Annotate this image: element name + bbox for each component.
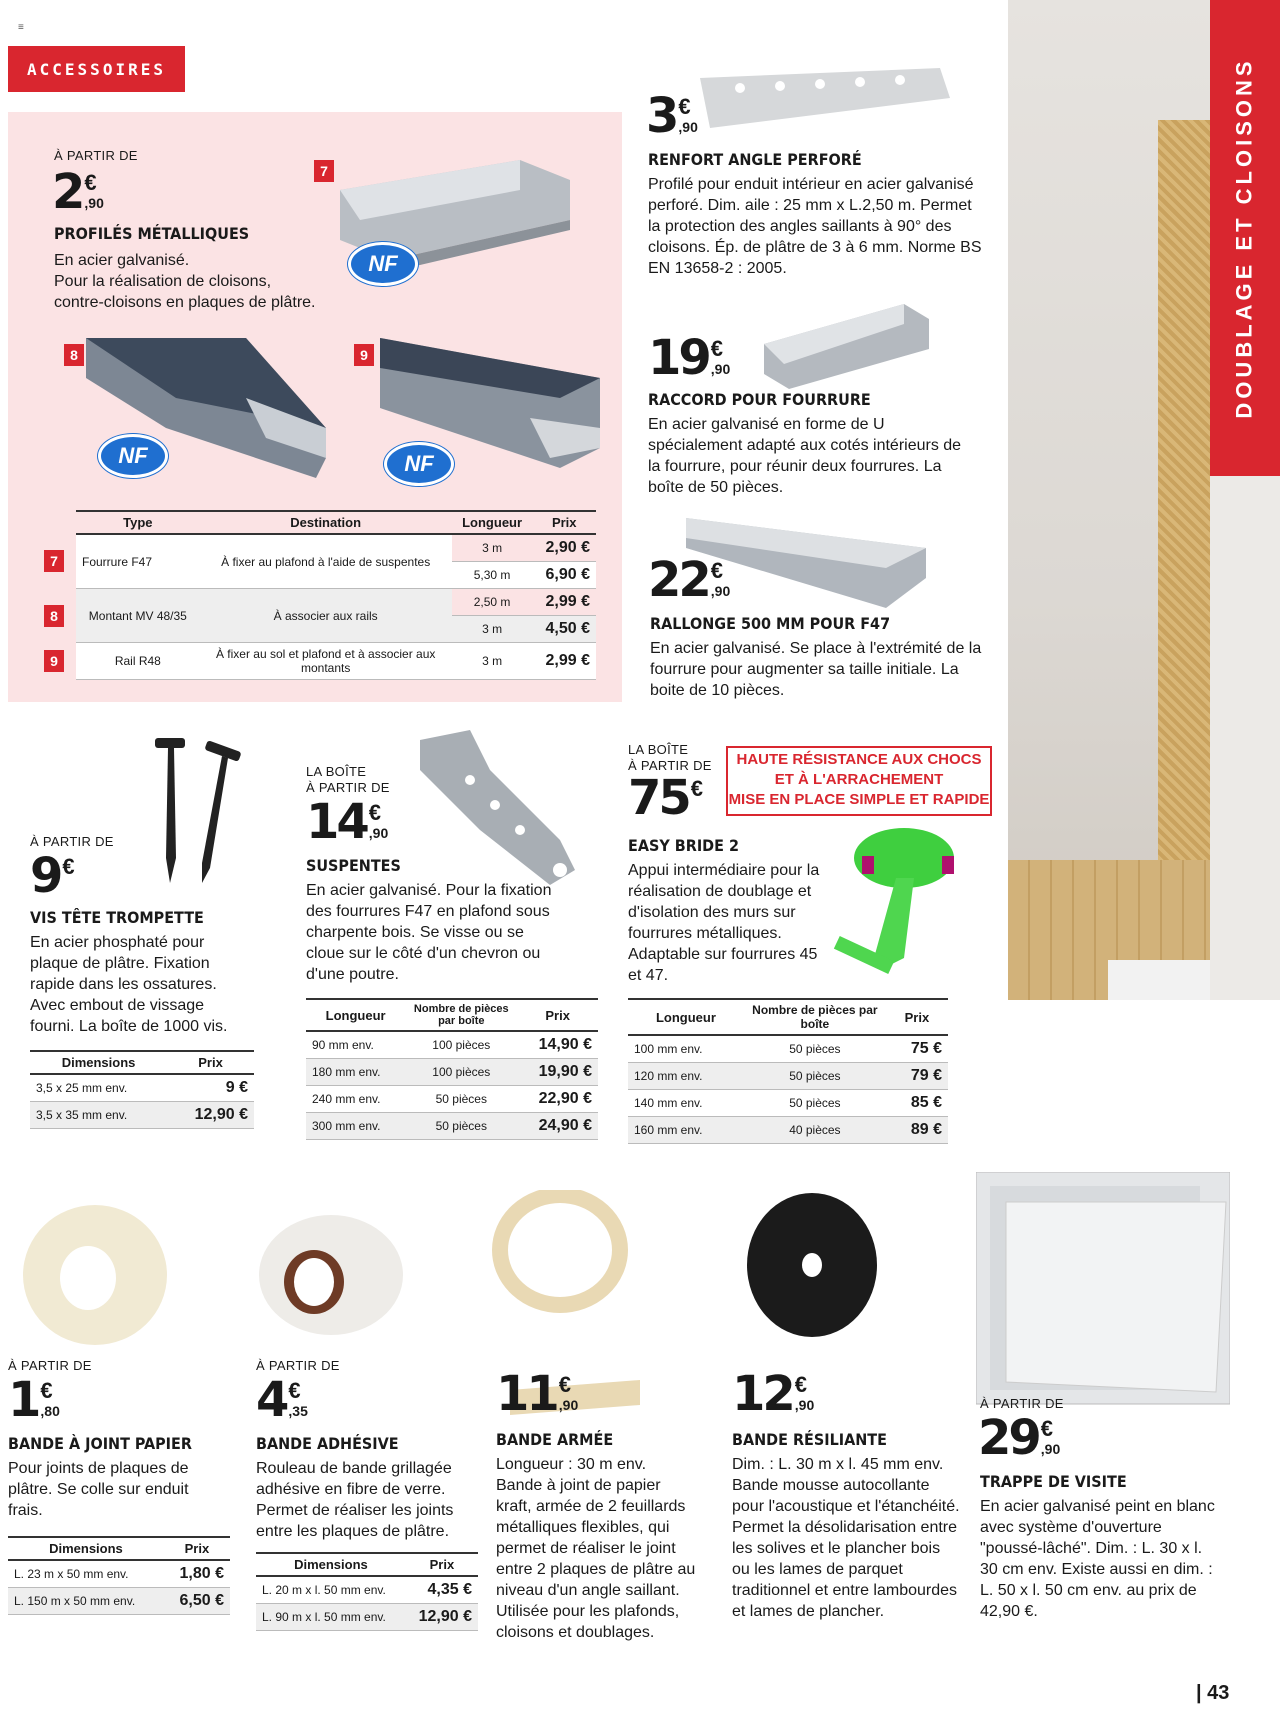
- table-row: 300 mm env. 50 pièces 24,90 €: [306, 1113, 598, 1140]
- armee-price: 11 € ,90: [496, 1366, 579, 1422]
- img-number-9: 9: [354, 344, 374, 366]
- joint-price: 1 € ,80: [8, 1372, 60, 1428]
- nf-mark-icon: NF: [384, 442, 454, 486]
- joint-desc: Pour joints de plaques de plâtre. Se colle sur enduit frais.: [8, 1460, 189, 1519]
- suspentes-desc: En acier galvanisé. Pour la fixation des fourrures F47 en plafond sous charpente bois. Se visse ou se cloue sur le côté d'un chevron ou d'une poutre.: [306, 882, 552, 983]
- suspentes-name: SUSPENTES: [306, 856, 401, 875]
- easybride-desc: Appui intermédiaire pour la réalisation de doublage et d'isolation des murs sur fourrures métalliques. Adaptable sur fourrures 45 et 47.: [628, 862, 820, 984]
- renfort-price: 3 € ,90: [646, 88, 698, 144]
- resiliante-name: BANDE RÉSILIANTE: [732, 1430, 887, 1449]
- suspente-image: [400, 730, 585, 890]
- profiles-price: 2 € ,90: [52, 164, 104, 220]
- table-row: 9 Rail R48 À fixer au sol et plafond et à associer aux montants 3 m 2,99 €: [38, 643, 596, 680]
- table-row: 3,5 x 35 mm env. 12,90 €: [30, 1102, 254, 1129]
- joint-table: Dimensions Prix L. 23 m x 50 mm env. 1,80 € L. 150 m x 50 mm env. 6,50 €: [8, 1536, 230, 1615]
- vis-price: 9 €: [30, 848, 75, 904]
- trappe-image: [976, 1172, 1230, 1412]
- table-row: 240 mm env. 50 pièces 22,90 €: [306, 1086, 598, 1113]
- room-photo: [1008, 0, 1210, 1000]
- vis-from: À PARTIR DE: [30, 834, 114, 849]
- table-row: 160 mm env. 40 pièces 89 €: [628, 1117, 948, 1144]
- suspentes-from2: À PARTIR DE: [306, 780, 390, 795]
- table-row: L. 150 m x 50 mm env. 6,50 €: [8, 1588, 230, 1615]
- rallonge-price: 22 € ,90: [648, 552, 731, 608]
- armee-name: BANDE ARMÉE: [496, 1430, 614, 1449]
- paper-tape-image: [20, 1200, 170, 1350]
- suspentes-from1: LA BOÎTE: [306, 764, 367, 779]
- adhesive-from: À PARTIR DE: [256, 1358, 340, 1373]
- rallonge-desc: En acier galvanisé. Se place à l'extrémité de la fourrure pour augmenter sa taille initiale. La boite de 10 pièces.: [650, 640, 982, 699]
- joint-name: BANDE À JOINT PAPIER: [8, 1434, 192, 1453]
- table-row: 3,5 x 25 mm env. 9 €: [30, 1074, 254, 1102]
- adhesive-price: 4 € ,35: [256, 1372, 308, 1428]
- vis-name: VIS TÊTE TROMPETTE: [30, 908, 204, 927]
- table-row: 8 Montant MV 48/35 À associer aux rails 2,50 m 2,99 €: [38, 589, 596, 616]
- table-row: 140 mm env. 50 pièces 85 €: [628, 1090, 948, 1117]
- trappe-desc: En acier galvanisé peint en blanc avec système d'ouverture "poussé-lâché". Dim. : L. 30 x l. 30 cm env. Existe aussi en dim. : L. 50 x l. 50 cm env. au prix de 42,90 €.: [980, 1498, 1215, 1620]
- trappe-from: À PARTIR DE: [980, 1396, 1064, 1411]
- easybride-image: [824, 818, 964, 978]
- table-row: 180 mm env. 100 pièces 19,90 €: [306, 1059, 598, 1086]
- adhesive-name: BANDE ADHÉSIVE: [256, 1434, 399, 1453]
- trappe-name: TRAPPE DE VISITE: [980, 1472, 1127, 1491]
- trappe-price: 29 € ,90: [978, 1410, 1061, 1466]
- section-tag: ACCESSOIRES: [8, 46, 185, 92]
- table-row: 90 mm env. 100 pièces 14,90 €: [306, 1031, 598, 1059]
- page-number: | 43: [1196, 1682, 1230, 1704]
- raccord-price: 19 € ,90: [648, 330, 731, 386]
- suspentes-table: Longueur Nombre de pièces par boîte Prix 90 mm env. 100 pièces 14,90 € 180 mm env. 100 pièces 19,90 € 240 mm env. 50 pièces 22,90 € 300 mm env. 50 pièces 24,90 €: [306, 998, 598, 1140]
- easybride-badge: HAUTE RÉSISTANCE AUX CHOCS ET À L'ARRACHEMENT MISE EN PLACE SIMPLE ET RAPIDE: [726, 746, 992, 816]
- renfort-image: [700, 58, 960, 138]
- table-row: 3 m 4,50 €: [38, 616, 596, 643]
- suspentes-price: 14 € ,90: [306, 794, 389, 850]
- img-number-8: 8: [64, 344, 84, 366]
- vis-desc: En acier phosphaté pour plaque de plâtre. Fixation rapide dans les ossatures. Avec embout de vissage fourni. La boîte de 1000 vis.: [30, 934, 228, 1035]
- table-row: 5,30 m 6,90 €: [38, 562, 596, 589]
- joint-from: À PARTIR DE: [8, 1358, 92, 1373]
- adhesive-table: Dimensions Prix L. 20 m x l. 50 mm env. 4,35 € L. 90 m x l. 50 mm env. 12,90 €: [256, 1552, 478, 1631]
- table-row: L. 90 m x l. 50 mm env. 12,90 €: [256, 1604, 478, 1631]
- table-row: L. 20 m x l. 50 mm env. 4,35 €: [256, 1576, 478, 1604]
- sidebar-title: DOUBLAGE ET CLOISONS: [1232, 57, 1257, 419]
- nf-mark-icon: NF: [348, 242, 418, 286]
- table-row: 100 mm env. 50 pièces 75 €: [628, 1035, 948, 1063]
- easybride-table: Longueur Nombre de pièces par boîte Prix 100 mm env. 50 pièces 75 € 120 mm env. 50 pièces 79 € 140 mm env. 50 pièces 85 € 160 mm env. 40 pièces 89 €: [628, 998, 948, 1144]
- easybride-from2: À PARTIR DE: [628, 758, 712, 773]
- menu-icon: ≡: [18, 22, 24, 33]
- rallonge-name: RALLONGE 500 MM POUR F47: [650, 614, 891, 633]
- easybride-name: EASY BRIDE 2: [628, 836, 739, 855]
- profiles-table: Type Destination Longueur Prix 7 Fourrure F47 À fixer au plafond à l'aide de suspentes 3 m 2,90 € 5,30 m 6,90 € 8 Montant MV 48/35 À associer aux rails 2,50 m 2,99 € 3 m 4,50 € 9 Rail R48 À fixer au sol et plafond et à associer aux montants 3 m 2,99 €: [38, 510, 596, 680]
- adhesive-desc: Rouleau de bande grillagée adhésive en fibre de verre. Permet de réaliser les joints entre les plaques de plâtre.: [256, 1460, 454, 1540]
- table-row: 7 Fourrure F47 À fixer au plafond à l'aide de suspentes 3 m 2,90 €: [38, 534, 596, 562]
- table-row: 120 mm env. 50 pièces 79 €: [628, 1063, 948, 1090]
- raccord-desc: En acier galvanisé en forme de U spécialement adapté aux cotés intérieurs de la fourrure, pour réunir deux fourrures. La boîte de 50 pièces.: [648, 416, 962, 496]
- img-number-7: 7: [314, 160, 334, 182]
- nf-mark-icon: NF: [98, 434, 168, 478]
- raccord-name: RACCORD POUR FOURRURE: [648, 390, 871, 409]
- raccord-image: [744, 294, 934, 394]
- renfort-desc: Profilé pour enduit intérieur en acier galvanisé perforé. Dim. aile : 25 mm x L.2,50 m. Permet la protection des angles saillants à 90° des cloisons. Ép. de plâtre de 3 à 6 mm. Norme BS EN 13658-2 : 2005.: [648, 176, 982, 277]
- adhesive-tape-image: [256, 1210, 406, 1340]
- resilient-tape-image: [742, 1190, 882, 1340]
- profiles-name: PROFILÉS MÉTALLIQUES: [54, 224, 250, 243]
- easybride-price: 75 €: [628, 770, 704, 826]
- table-row: L. 23 m x 50 mm env. 1,80 €: [8, 1560, 230, 1588]
- renfort-name: RENFORT ANGLE PERFORÉ: [648, 150, 862, 169]
- easybride-from1: LA BOÎTE: [628, 742, 689, 757]
- resiliante-price: 12 € ,90: [732, 1366, 815, 1422]
- resiliante-desc: Dim. : L. 30 m x l. 45 mm env. Bande mousse autocollante pour l'acoustique et l'étanchéité. Permet la désolidarisation entre les solives et le plancher bois ou les lames de parquet traditionnel et entre lambourdes et lames de plancher.: [732, 1456, 960, 1620]
- vis-table: Dimensions Prix 3,5 x 25 mm env. 9 € 3,5 x 35 mm env. 12,90 €: [30, 1050, 254, 1129]
- armee-desc: Longueur : 30 m env. Bande à joint de papier kraft, armée de 2 feuillards métalliques flexibles, qui permet de réaliser le joint entre 2 plaques de plâtre au niveau d'un angle saillant. Utilisée pour les plafonds, cloisons et doublages.: [496, 1456, 696, 1641]
- screws-image: [150, 738, 260, 888]
- profiles-from: À PARTIR DE: [54, 148, 138, 163]
- profiles-desc: En acier galvanisé. Pour la réalisation de cloisons, contre-cloisons en plaques de plâtre.: [54, 252, 316, 311]
